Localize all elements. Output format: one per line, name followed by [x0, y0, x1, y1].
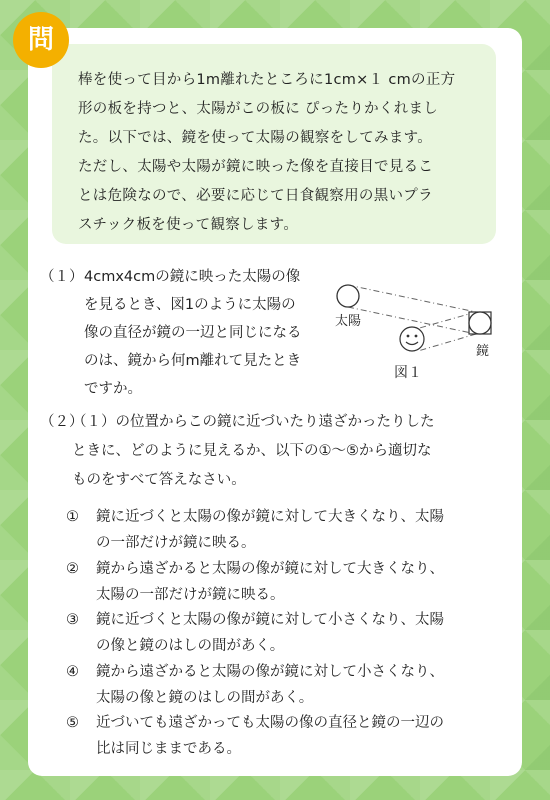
option-marker: ④	[66, 663, 79, 680]
upper-ray	[348, 285, 476, 312]
observer-eye-right	[415, 335, 418, 338]
option-marker: ①	[66, 509, 79, 525]
question-1-line: 4cmx4cmの鏡に映った太陽の像	[84, 269, 301, 285]
question-2-number: （２）	[40, 414, 84, 430]
figure-caption: 図１	[394, 365, 422, 381]
sun-image-shape	[469, 312, 491, 334]
option-text	[96, 710, 496, 762]
option-text	[96, 504, 496, 556]
observer-eye-left	[407, 335, 410, 338]
question-1-line: のは、鏡から何m離れて見たとき	[84, 353, 302, 369]
question-1-number: （１）	[40, 269, 84, 285]
option-marker: ⑤	[66, 715, 79, 731]
intro-line: とは危険なので、必要に応じて日食観察用の黒いプラ	[78, 188, 433, 204]
option-line: 鏡に近づくと太陽の像が鏡に対して小さくなり、太陽	[96, 612, 444, 628]
question-2-line: （１）の位置からこの鏡に近づいたり遠ざかったりした	[72, 414, 435, 430]
intro-line: スチック板を使って観察します。	[78, 217, 299, 233]
option-line: 鏡に近づくと太陽の像が鏡に対して大きくなり、太陽	[96, 509, 444, 525]
intro-line: 形の板を持つと、太陽がこの板に ぴったりかくれまし	[78, 101, 439, 117]
question-2-text	[72, 408, 512, 495]
option-line: の像と鏡のはしの間があく。	[96, 638, 285, 654]
option-line: の一部だけが鏡に映る。	[96, 535, 256, 551]
sun-label: 太陽	[335, 314, 362, 329]
question-1-line: ですか。	[84, 381, 142, 397]
question-2-line: ときに、どのように見えるか、以下の①～⑤から適切な	[72, 443, 432, 459]
question-2-line: ものをすべて答えなさい。	[72, 472, 246, 488]
intro-box	[52, 44, 496, 244]
option-line: 鏡から遠ざかると太陽の像が鏡に対して大きくなり、	[96, 560, 444, 577]
sun-shape	[337, 285, 359, 307]
option-marker: ②	[66, 560, 79, 577]
intro-line: た。以下では、鏡を使って太陽の観察をしてみます。	[78, 130, 433, 146]
question-1-text	[84, 263, 324, 403]
observer-face-icon	[400, 327, 424, 351]
mirror-label: 鏡	[476, 344, 490, 359]
option-line: 鏡から遠ざかると太陽の像が鏡に対して小さくなり、	[96, 663, 444, 680]
option-line: 太陽の像と鏡のはしの間があく。	[96, 689, 314, 706]
figure-1	[326, 276, 506, 386]
option-marker: ③	[66, 612, 79, 628]
option-line: 近づいても遠ざかっても太陽の像の直径と鏡の一辺の	[96, 715, 444, 731]
reflected-upper-ray	[416, 312, 476, 329]
option-text	[96, 659, 496, 711]
intro-line: 棒を使って目から1m離れたところに1cm×１ cmの正方	[78, 72, 456, 88]
reflected-lower-ray	[418, 334, 476, 351]
badge-label: 問	[27, 25, 54, 55]
intro-line: ただし、太陽や太陽が鏡に映った像を直接目で見るこ	[78, 159, 434, 175]
option-line: 太陽の一部だけが鏡に映る。	[96, 586, 285, 603]
question-badge	[13, 12, 69, 68]
option-text	[96, 556, 496, 608]
option-line: 比は同じままである。	[96, 741, 241, 757]
option-text	[96, 607, 496, 659]
question-1-line: を見るとき、図1のように太陽の	[84, 297, 296, 313]
question-1-line: 像の直径が鏡の一辺と同じになる	[84, 325, 302, 341]
